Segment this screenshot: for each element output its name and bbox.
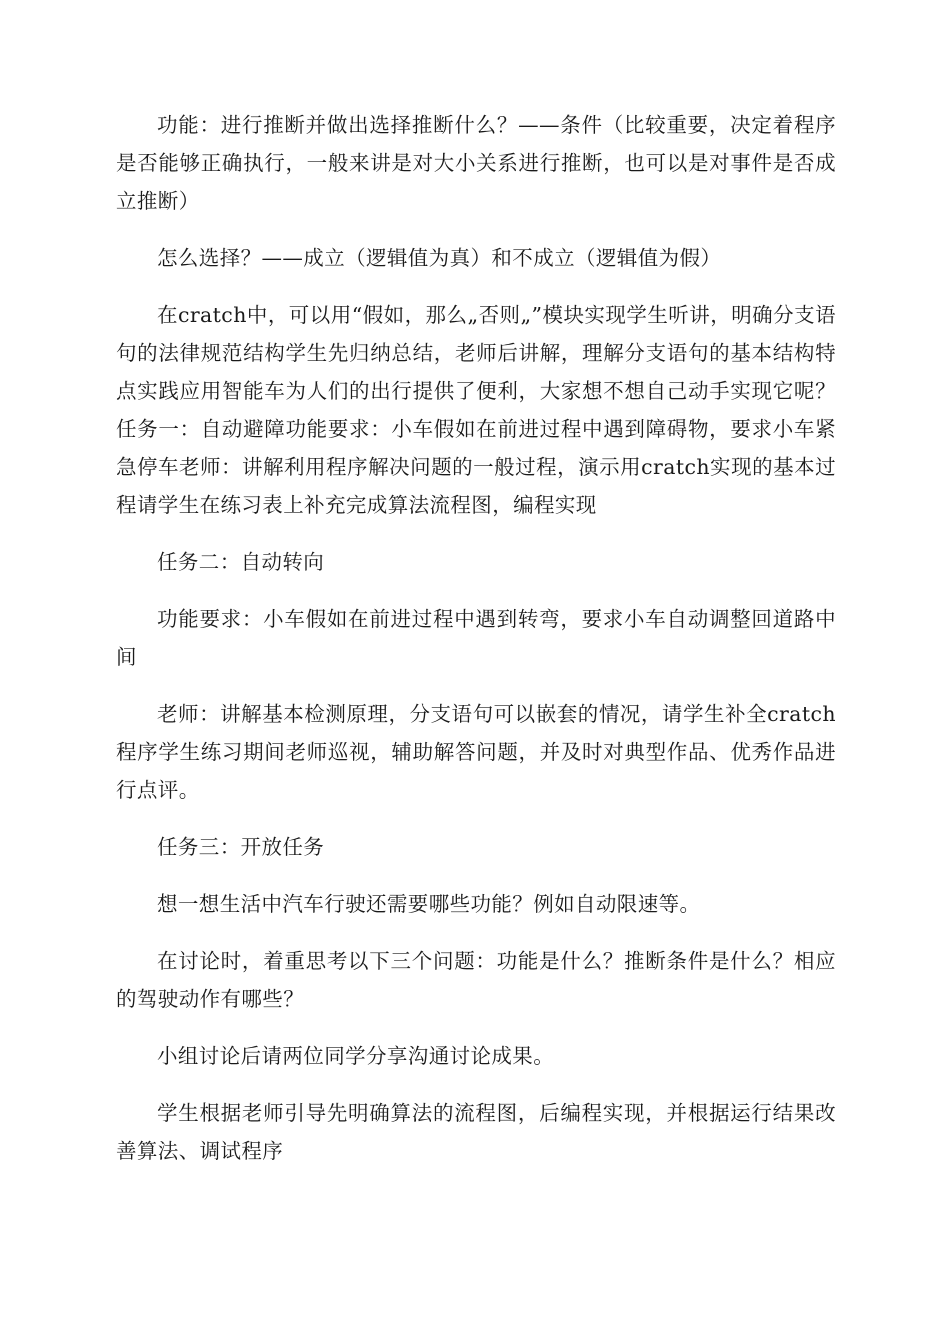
document-page xyxy=(116,106,836,1189)
paragraph-task-three-title: 任务三：开放任务 xyxy=(157,835,325,859)
paragraph-how-to-choose: 怎么选择？——成立（逻辑值为真）和不成立（逻辑值为假） xyxy=(157,246,722,270)
paragraph-task-two-title: 任务二：自动转向 xyxy=(157,550,325,574)
paragraph-group-share: 小组讨论后请两位同学分享沟通讨论成果。 xyxy=(157,1044,555,1068)
paragraph-student-practice: 学生根据老师引导先明确算法的流程图，后编程实现，并根据运行结果改善算法、调试程序 xyxy=(116,1101,836,1163)
paragraph-task-two-requirement: 功能要求：小车假如在前进过程中遇到转弯，要求小车自动调整回道路中间 xyxy=(116,607,836,669)
paragraph-teacher-explain: 老师：讲解基本检测原理，分支语句可以嵌套的情况，请学生补全cratch程序学生练习期间老师巡视，辅助解答问题，并及时对典型作品、优秀作品进行点评。 xyxy=(116,702,836,802)
paragraph-discussion-questions: 在讨论时，着重思考以下三个问题：功能是什么？推断条件是什么？相应的驾驶动作有哪些？ xyxy=(116,949,836,1011)
paragraph-think: 想一想生活中汽车行驶还需要哪些功能？例如自动限速等。 xyxy=(157,892,701,916)
paragraph-function: 功能：进行推断并做出选择推断什么？——条件（比较重要，决定着程序是否能够正确执行，一般来讲是对大小关系进行推断，也可以是对事件是否成立推断） xyxy=(116,113,836,213)
paragraph-cratch-branch: 在cratch中，可以用“假如，那么„否则„”模块实现学生听讲，明确分支语句的法律规范结构学生先归纳总结，老师后讲解，理解分支语句的基本结构特点实践应用智能车为人们的出行提供了便利，大家想不想自己动手实现它呢？任务一：自动避障功能要求：小车假如在前进过程中遇到障碍物，要求小车紧急停车老师：讲解利用程序解决问题的一般过程，演示用cratch实现的基本过程请学生在练习表上补充完成算法流程图，编程实现 xyxy=(116,303,836,517)
